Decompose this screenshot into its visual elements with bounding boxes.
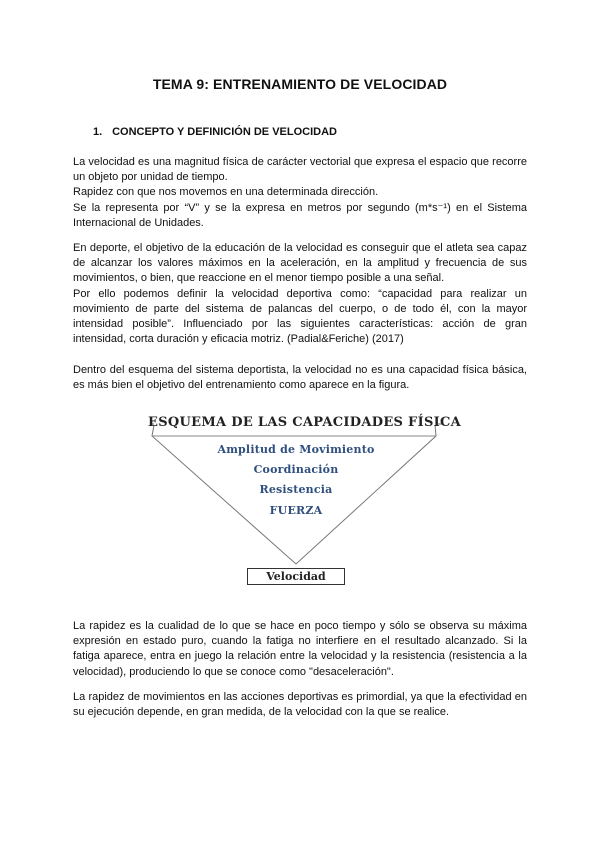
paragraph-line: La rapidez de movimientos en las acciones deportivas es primordial, ya que la efectividad en su ejecución depende, en gran medida, de la velocidad con la que se realice. [73, 691, 527, 719]
page-title: TEMA 9: ENTRENAMIENTO DE VELOCIDAD [152, 76, 448, 92]
paragraph-line: La rapidez es la cualidad de lo que se hace en poco tiempo y sólo se observa su máxima expresión en estado puro, cuando la fatiga no interfiere en el resultado alcanzado. Si la fatiga aparece, entra en juego la relación entre la velocidad y la resistencia (resistencia a la velocidad), produciendo lo que se conoce como "desaceleración". [73, 620, 527, 678]
figure-title: ESQUEMA DE LAS CAPACIDADES FÍSICA [148, 415, 462, 430]
scheme-item: Coordinación [253, 463, 339, 476]
velocity-result-box: Velocidad [247, 568, 345, 585]
paragraph-line: En deporte, el objetivo de la educación de la velocidad es conseguir que el atleta sea capaz de alcanzar los valores máximos en la aceleración, en la amplitud y frecuencia de sus movimientos, o bien, que reaccione en el menor tiempo posible a una señal. [73, 242, 527, 285]
triangle-diagram [148, 410, 462, 590]
paragraph-line: Rapidez con que nos movemos en una determinada dirección. [73, 186, 379, 199]
paragraph-line: Dentro del esquema del sistema deportista, la velocidad no es una capacidad física básica, es más bien el objetivo del entrenamiento como aparece en la figura. [73, 364, 527, 392]
paragraph-definition [73, 155, 527, 231]
scheme-item: Resistencia [259, 483, 333, 496]
scheme-item: Amplitud de Movimiento [217, 443, 375, 456]
section-heading [93, 126, 337, 138]
section-number: 1. [93, 126, 103, 138]
paragraph-line: Se la representa por “V” y se la expresa en metros por segundo (m*s⁻¹) en el Sistema Internacional de Unidades. [73, 201, 527, 229]
scheme-item: FUERZA [269, 504, 323, 517]
paragraph-sport-speed [73, 241, 527, 347]
paragraph-scheme-intro [73, 363, 527, 393]
section-title: CONCEPTO Y DEFINICIÓN DE VELOCIDAD [112, 126, 337, 138]
paragraph-movement-speed [73, 690, 527, 720]
paragraph-rapidez [73, 619, 527, 680]
paragraph-line: Por ello podemos definir la velocidad deportiva como: “capacidad para realizar un movimiento de parte del sistema de palancas del cuerpo, o de todo él, con la mayor intensidad posible”. Influenciado por las siguientes características: acción de gran intensidad, corta duración y eficacia motriz. (Padial&Feriche) (2017) [73, 287, 527, 346]
capacities-scheme-figure [148, 410, 462, 590]
paragraph-line: La velocidad es una magnitud física de carácter vectorial que expresa el espacio que recorre un objeto por unidad de tiempo. [73, 156, 527, 184]
